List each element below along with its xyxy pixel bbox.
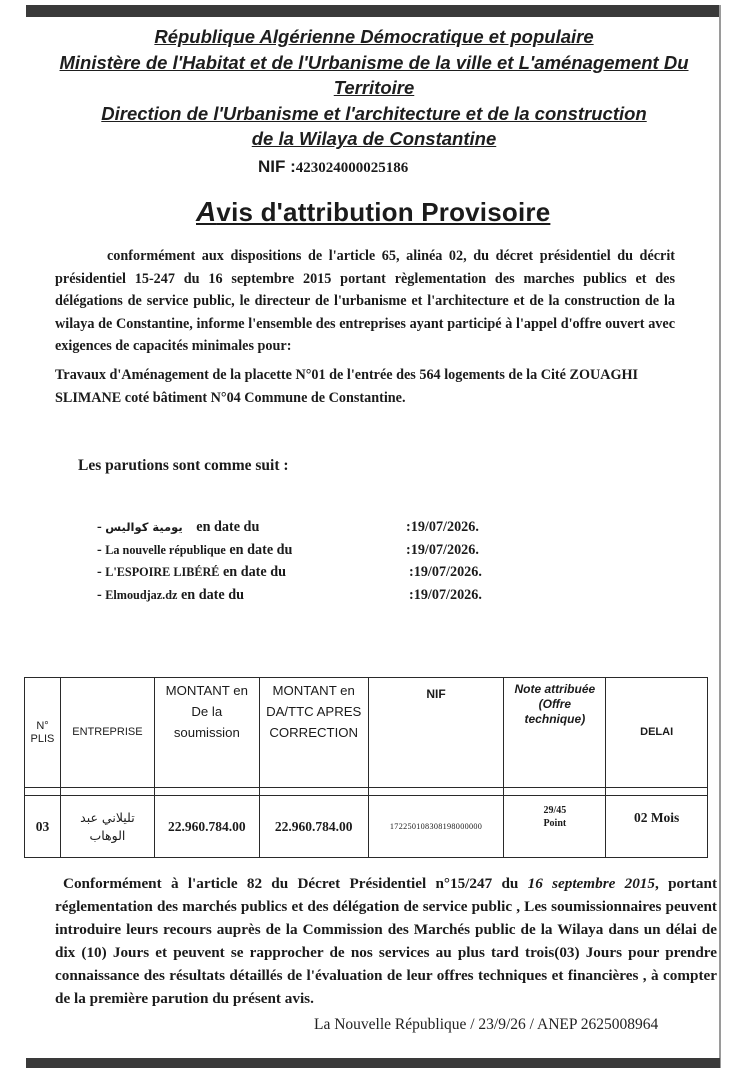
nif-value: 423024000025186: [295, 160, 409, 176]
publication-title: Elmoudjaz.dz: [105, 588, 178, 602]
parutions-heading: Les parutions sont comme suit :: [78, 457, 289, 474]
note-score: 29/45: [543, 805, 567, 816]
publication-name: - L'ESPOIRE LIBÉRÉ en date du: [97, 564, 287, 580]
works-description: Travaux d'Aménagement de la placette N°01 de l'entrée des 564 logements de la Cité ZOUAGHI SLIMANE coté bâtiment N°04 Commune de Constantine.: [55, 367, 639, 406]
header-note: Note attribuée (Offre technique): [504, 678, 606, 788]
results-table: [24, 677, 708, 858]
publication-suffix: en date du: [229, 542, 293, 558]
header-ministry: Ministère de l'Habitat et de l'Urbanisme de la ville et L'aménagement Du: [59, 51, 689, 73]
cell-montant-correction: 22.960.784.00: [259, 796, 368, 858]
header-entreprise: ENTREPRISE: [60, 678, 154, 788]
recours-paragraph: Conformément à l'article 82 du Décret Présidentiel n°15/247 du 16 septembre 2015, portant réglementation des marchés publics et des délégation de service public , Les soumissionnaires peuvent introduire leurs recours auprès de la Commission des Marchés public de la Wilaya dans un délai de dix (10) Jours et peuvent se rapprocher de nos services au plus tard trois(03) Jours pour prendre connaissance des résultats détaillés de l'évaluation de leur offres techniques et financières , à compter de la première parution du présent avis.: [55, 875, 718, 1008]
page-title: [196, 196, 550, 228]
table-header-row: [25, 678, 708, 788]
title-rest: vis d'attribution Provisoire: [216, 197, 551, 227]
publication-date: :19/07/2026.: [409, 587, 482, 603]
header-montant-soumission: MONTANT en De la soumission: [154, 678, 259, 788]
publication-title: يومية كواليس: [105, 520, 183, 534]
publication-row: [97, 564, 517, 586]
header-nif: NIF: [368, 678, 504, 788]
table-row: [25, 796, 708, 858]
intro-paragraph: conformément aux dispositions de l'article 65, alinéa 02, du décret présidentiel du décrit présidentiel 15-247 du 16 septembre 2015 portant règlementation des marches publics et des délégations de service public, le directeur de l'urbanisme et l'architecture et de la construction de la wilaya de Constantine, informe l'ensemble des entreprises ayant participé à l'appel d'offre ouvert avec exigences de capacités minimales pour:: [55, 248, 675, 355]
cell-entreprise: تليلاني عبد الوهاب: [60, 796, 154, 858]
header-ministry-cont: Territoire: [333, 77, 415, 98]
cell-montant-soumission: 22.960.784.00: [154, 796, 259, 858]
document-header: [40, 24, 708, 152]
note-unit: Point: [543, 818, 567, 829]
header-wilaya: de la Wilaya de Constantine: [251, 128, 497, 149]
title-first-letter: A: [196, 196, 217, 227]
publication-date: :19/07/2026.: [406, 519, 479, 535]
header-direction: Direction de l'Urbanisme et l'architecture et de la construction: [101, 102, 647, 124]
publication-title: La nouvelle république: [105, 543, 226, 557]
publication-suffix: en date du: [222, 564, 287, 580]
publication-name: - Elmoudjaz.dz en date du: [97, 587, 245, 603]
header-num-plis: N° PLIS: [25, 678, 61, 788]
publication-row: [97, 542, 517, 564]
publication-suffix: en date du: [180, 587, 245, 603]
header-delai: DELAI: [606, 678, 708, 788]
publication-date: :19/07/2026.: [409, 564, 482, 580]
publication-suffix: en date du: [196, 519, 260, 535]
scan-border-right: [719, 5, 721, 1068]
cell-delai: 02 Mois: [606, 796, 708, 858]
decree-date: 16 septembre 2015: [527, 875, 655, 892]
scan-border-bottom: [26, 1058, 720, 1068]
cell-note: [504, 796, 606, 858]
cell-nif: 172250108308198000000: [368, 796, 504, 858]
nif-label: NIF :: [258, 157, 296, 176]
publication-footer: La Nouvelle République / 23/9/26 / ANEP 2625008964: [314, 1016, 659, 1033]
cell-num: 03: [25, 796, 61, 858]
publication-title: L'ESPOIRE LIBÉRÉ: [105, 565, 220, 579]
table-spacer-row: [25, 788, 708, 796]
header-republic: République Algérienne Démocratique et populaire: [154, 26, 594, 47]
publication-name: - La nouvelle république en date du: [97, 542, 293, 558]
publication-name: - يومية كواليس en date du: [97, 519, 260, 535]
publication-row: [97, 519, 517, 541]
publication-date: :19/07/2026.: [406, 542, 479, 558]
publication-row: [97, 587, 517, 609]
scan-border-top: [26, 5, 720, 17]
header-montant-correction: MONTANT en DA/TTC APRES CORRECTION: [259, 678, 368, 788]
nif-line: [258, 157, 408, 177]
